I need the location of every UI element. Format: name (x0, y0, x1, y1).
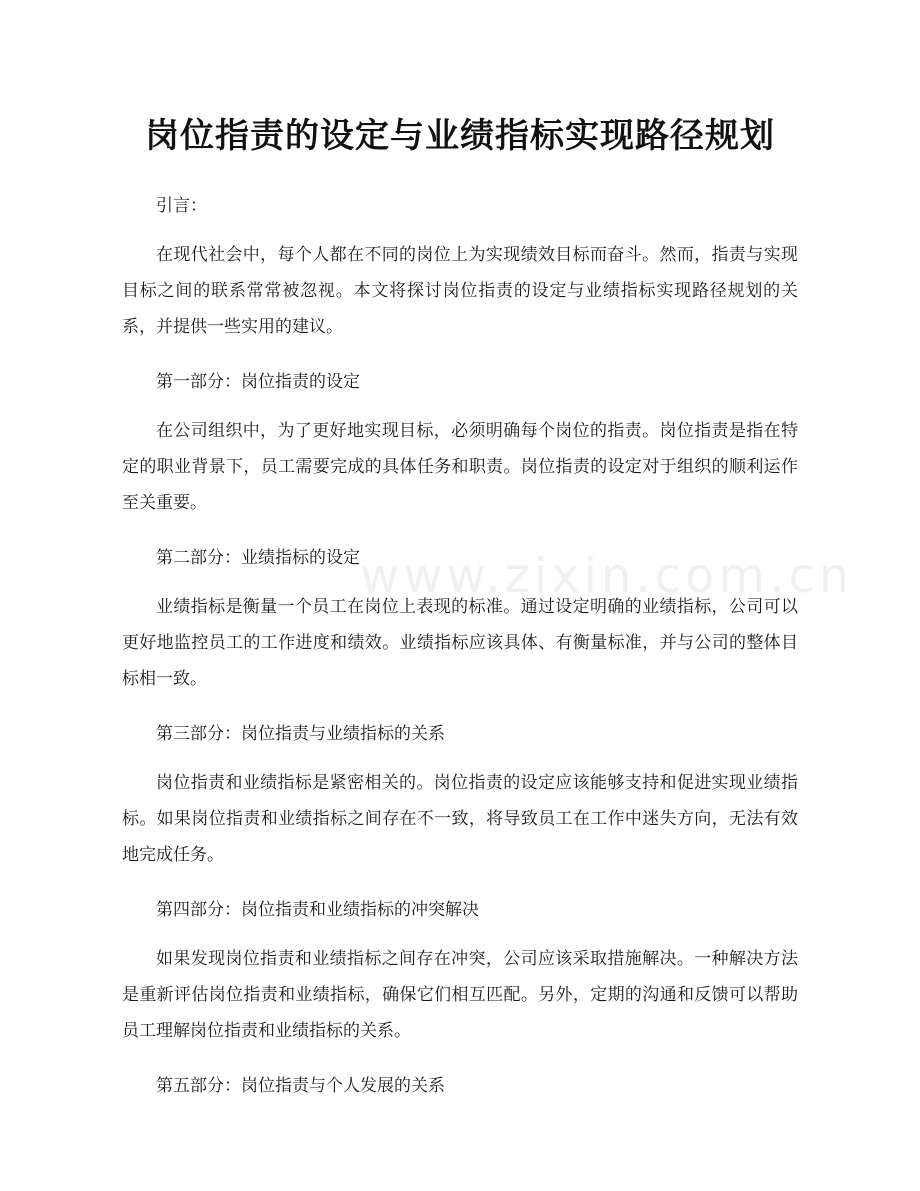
section-heading-4: 第四部分：岗位指责和业绩指标的冲突解决 (156, 900, 479, 920)
section-heading-1: 第一部分：岗位指责的设定 (156, 372, 360, 392)
section-heading-2: 第二部分：业绩指标的设定 (156, 548, 360, 568)
section-paragraph-2: 业绩指标是衡量一个员工在岗位上表现的标准。通过设定明确的业绩指标，公司可以更好地监控员工的工作进度和绩效。业绩指标应该具体、有衡量标准，并与公司的整体目标相一致。 (122, 597, 798, 689)
document-title: 岗位指责的设定与业绩指标实现路径规划 (145, 116, 775, 156)
section-heading-5: 第五部分：岗位指责与个人发展的关系 (156, 1076, 445, 1096)
document-body (122, 188, 798, 1104)
section-paragraph-1: 在公司组织中，为了更好地实现目标，必须明确每个岗位的指责。岗位指责是指在特定的职业背景下，员工需要完成的具体任务和职责。岗位指责的设定对于组织的顺利运作至关重要。 (122, 421, 798, 513)
section-paragraph-3: 岗位指责和业绩指标是紧密相关的。岗位指责的设定应该能够支持和促进实现业绩指标。如果岗位指责和业绩指标之间存在不一致，将导致员工在工作中迷失方向，无法有效地完成任务。 (122, 773, 798, 865)
intro-label: 引言： (156, 196, 207, 216)
section-paragraph-4: 如果发现岗位指责和业绩指标之间存在冲突，公司应该采取措施解决。一种解决方法是重新评估岗位指责和业绩指标，确保它们相互匹配。另外，定期的沟通和反馈可以帮助员工理解岗位指责和业绩指标的关系。 (122, 949, 798, 1041)
intro-paragraph: 在现代社会中，每个人都在不同的岗位上为实现绩效目标而奋斗。然而，指责与实现目标之间的联系常常被忽视。本文将探讨岗位指责的设定与业绩指标实现路径规划的关系，并提供一些实用的建议。 (122, 245, 798, 337)
watermark: www.zixin.com.cn (360, 548, 854, 604)
section-heading-3: 第三部分：岗位指责与业绩指标的关系 (156, 724, 445, 744)
